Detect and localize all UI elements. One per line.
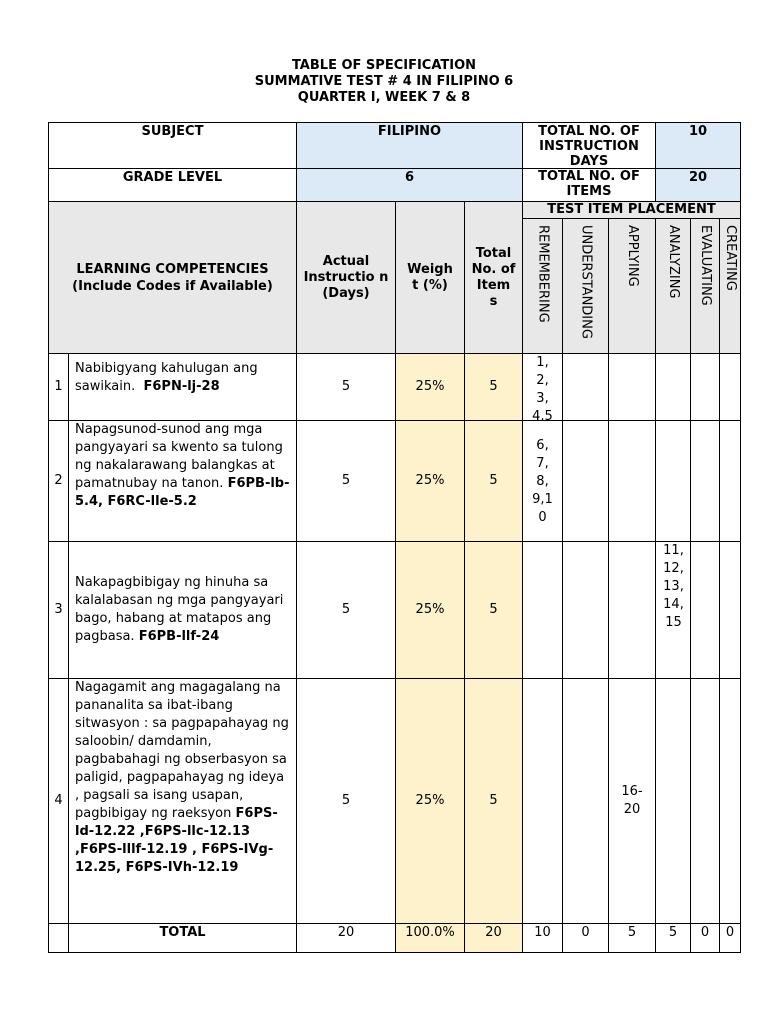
placement-evaluating [690,420,720,542]
row-number: 1 [48,353,69,421]
placement-analyzing: 11,12,13,14,15 [655,541,691,679]
placement-applying [608,541,656,679]
placement-applying [608,420,656,542]
competency-code: F6PB-lb-5.4, F6RC-lle-5.2 [75,476,290,509]
placement-understanding [562,541,609,679]
items-cell: 5 [464,420,523,542]
header-creating: CREATING [719,218,741,354]
row-number: 3 [48,541,69,679]
header-remembering: REMEMBERING [522,218,563,354]
title-line-2: SUMMATIVE TEST # 4 IN FILIPINO 6 [254,74,514,89]
instruction-days-label: TOTAL NO. OF INSTRUCTION DAYS [522,122,656,169]
grade-level-label: GRADE LEVEL [48,168,297,202]
header-competencies: LEARNING COMPETENCIES (Include Codes if Available) [48,201,297,354]
competency-code: F6PS-ld-12.22 ,F6PS-llc-12.13 ,F6PS-lllf-12.19 , F6PS-IVg-12.25, F6PS-IVh-12.19 [75,806,278,875]
header-actual-days: Actual Instructio n (Days) [296,201,396,354]
competency-code: F6PN-lj-28 [143,379,220,394]
placement-evaluating [690,678,720,924]
placement-analyzing [655,678,691,924]
competency-text: Napagsunod-sunod ang mga pangyayari sa kwento sa tulong ng nakalarawang balangkas at pamatnubay na tanon. F6PB-lb-5.4, F6RC-lle-5.2 [68,420,297,542]
header-evaluating: EVALUATING [690,218,720,354]
header-total-items: Total No. of Item s [464,201,523,354]
total-items-label: TOTAL NO. OF ITEMS [522,168,656,202]
competency-text: Nagagamit ang magagalang na pananalita sa ibat-ibang sitwasyon : sa pagpapahayag ng saloobin/ damdamin, pagbabahagi ng obserbasyon sa paligid, pagpapahayag ng ideya , pagsali sa isang usapan, pagbibigay ng raeksyon F6PS-ld-12.22 ,F6PS-llc-12.13 ,F6PS-lllf-12.19 , F6PS-IVg-12.25, F6PS-IVh-12.19 [68,678,297,924]
placement-remembering: 1,2,3,4,5 [522,353,563,421]
placement-creating [719,353,741,421]
total-days: 20 [296,923,396,953]
total-applying: 5 [608,923,656,953]
placement-creating [719,420,741,542]
competency-text: Nakapagbibigay ng hinuha sa kalalabasan ng mga pangyayari bago, habang at matapos ang pagbasa. F6PB-llf-24 [68,541,297,679]
placement-applying [608,353,656,421]
total-remembering: 10 [522,923,563,953]
competency-text: Nabibigyang kahulugan ang sawikain. F6PN-lj-28 [68,353,297,421]
competency-code: F6PB-llf-24 [138,629,220,644]
placement-understanding [562,678,609,924]
instruction-days-value: 10 [655,122,741,169]
header-analyzing: ANALYZING [655,218,691,354]
placement-analyzing [655,353,691,421]
items-cell: 5 [464,353,523,421]
days-cell: 5 [296,541,396,679]
header-understanding: UNDERSTANDING [562,218,609,354]
total-understanding: 0 [562,923,609,953]
total-analyzing: 5 [655,923,691,953]
grade-level-value: 6 [296,168,523,202]
row-number: 2 [48,420,69,542]
weight-cell: 25% [395,541,465,679]
total-row-number [48,923,69,953]
total-evaluating: 0 [690,923,720,953]
placement-understanding [562,420,609,542]
placement-creating [719,541,741,679]
total-label: TOTAL [68,923,297,953]
placement-evaluating [690,541,720,679]
placement-evaluating [690,353,720,421]
days-cell: 5 [296,420,396,542]
placement-understanding [562,353,609,421]
placement-remembering [522,541,563,679]
header-weight: Weigh t (%) [395,201,465,354]
weight-cell: 25% [395,420,465,542]
total-creating: 0 [719,923,741,953]
placement-remembering [522,678,563,924]
total-items-value: 20 [655,168,741,202]
title-line-1: TABLE OF SPECIFICATION [291,58,477,73]
items-cell: 5 [464,678,523,924]
placement-applying: 16-20 [608,678,656,924]
total-weight: 100.0% [395,923,465,953]
days-cell: 5 [296,353,396,421]
header-test-item-placement: TEST ITEM PLACEMENT [522,201,741,219]
weight-cell: 25% [395,678,465,924]
days-cell: 5 [296,678,396,924]
placement-analyzing [655,420,691,542]
title-line-3: QUARTER I, WEEK 7 & 8 [297,90,471,105]
header-applying: APPLYING [608,218,656,354]
subject-value: FILIPINO [296,122,523,169]
placement-remembering: 6,7,8,9,10 [522,420,563,542]
total-items: 20 [464,923,523,953]
row-number: 4 [48,678,69,924]
weight-cell: 25% [395,353,465,421]
subject-label: SUBJECT [48,122,297,169]
items-cell: 5 [464,541,523,679]
placement-creating [719,678,741,924]
